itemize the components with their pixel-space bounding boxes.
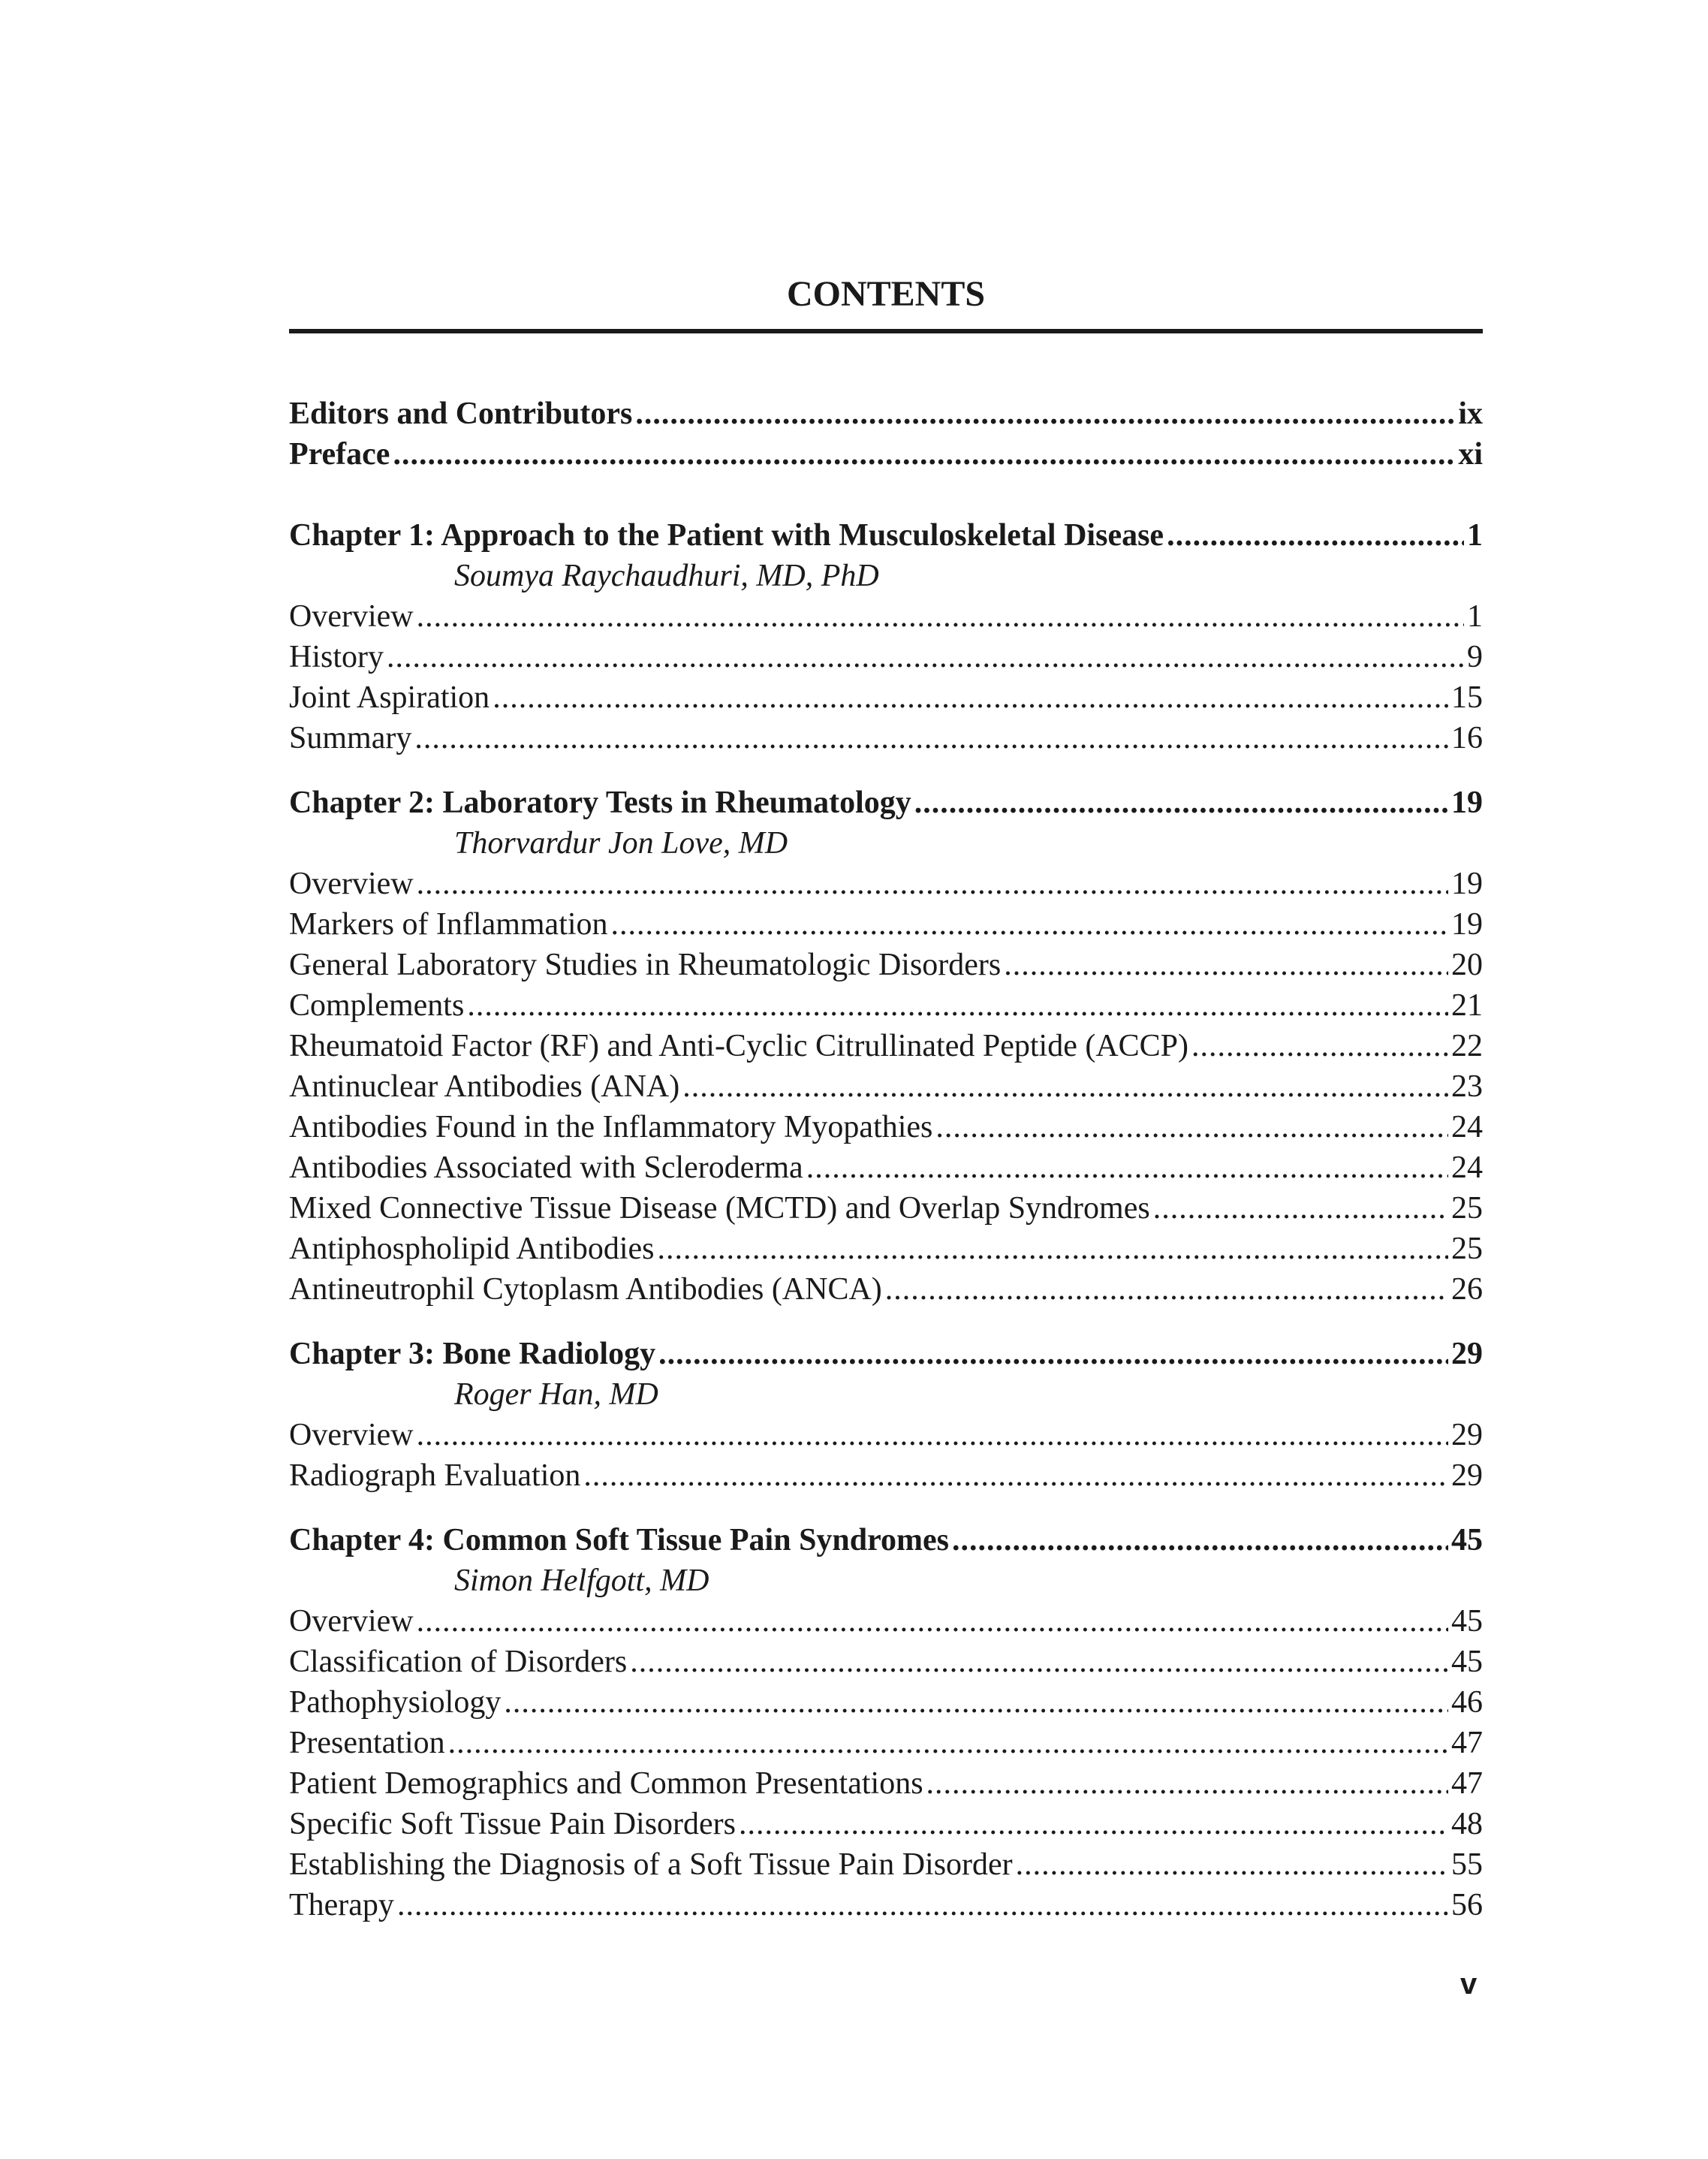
toc-entry-page: 45 xyxy=(1451,1604,1483,1639)
dot-leader xyxy=(885,1269,1448,1310)
toc-entry-page: 15 xyxy=(1451,680,1483,715)
toc-entry-label: Pathophysiology xyxy=(289,1685,502,1720)
dot-leader xyxy=(467,985,1448,1026)
toc-entry[interactable] xyxy=(289,1763,1483,1804)
dot-leader xyxy=(914,782,1448,823)
spacer xyxy=(289,1496,1483,1520)
toc-entry-label: Rheumatoid Factor (RF) and Anti-Cyclic Citrullinated Peptide (ACCP) xyxy=(289,1029,1189,1063)
toc-chapter-4[interactable] xyxy=(289,1520,1483,1560)
chapter-author: Simon Helfgott, MD xyxy=(454,1563,709,1598)
toc-entry-page: 16 xyxy=(1451,721,1483,755)
toc-entry-page: 48 xyxy=(1451,1807,1483,1841)
toc-entry[interactable] xyxy=(289,1642,1483,1682)
toc-entry-label: Specific Soft Tissue Pain Disorders xyxy=(289,1807,737,1841)
toc-entry-page: 24 xyxy=(1451,1150,1483,1185)
toc-chapter-label: Chapter 3: Bone Radiology xyxy=(289,1337,656,1371)
toc-entry-label: Antibodies Associated with Scleroderma xyxy=(289,1150,803,1185)
dot-leader xyxy=(658,1229,1448,1269)
toc-entry-label: Presentation xyxy=(289,1726,445,1760)
chapter-author: Thorvardur Jon Love, MD xyxy=(454,826,788,861)
page-title: CONTENTS xyxy=(786,274,986,314)
page-number: v xyxy=(1460,1968,1478,2001)
toc-entry-label: Patient Demographics and Common Presentations xyxy=(289,1766,923,1801)
toc-chapter-page: 1 xyxy=(1467,518,1483,553)
toc-entry[interactable] xyxy=(289,637,1483,677)
toc-entry-label: Preface xyxy=(289,437,390,472)
toc-entry-label: Complements xyxy=(289,988,465,1023)
toc-entry[interactable] xyxy=(289,1066,1483,1107)
toc-entry-editors[interactable] xyxy=(289,394,1483,434)
toc-entry-label: Overview xyxy=(289,599,414,634)
dot-leader xyxy=(387,637,1464,677)
toc-entry[interactable] xyxy=(289,1844,1483,1885)
dot-leader xyxy=(1153,1188,1448,1229)
dot-leader xyxy=(952,1520,1448,1560)
toc-entry-page: 19 xyxy=(1451,867,1483,901)
toc-entry[interactable] xyxy=(289,596,1483,637)
toc-entry-page: 56 xyxy=(1451,1888,1483,1922)
toc-entry-label: Markers of Inflammation xyxy=(289,907,608,942)
toc-entry-page: 1 xyxy=(1467,599,1483,634)
toc-entry-label: Therapy xyxy=(289,1888,394,1922)
dot-leader xyxy=(635,394,1455,434)
toc-entry[interactable] xyxy=(289,718,1483,758)
contents-page xyxy=(289,270,1483,1925)
toc-entry[interactable] xyxy=(289,1601,1483,1642)
toc-entry-page: ix xyxy=(1458,397,1483,431)
toc-entry-page: 47 xyxy=(1451,1766,1483,1801)
toc-entry-label: Antibodies Found in the Inflammatory Myopathies xyxy=(289,1110,933,1144)
toc-chapter-page: 29 xyxy=(1451,1337,1483,1371)
toc-entry-page: 47 xyxy=(1451,1726,1483,1760)
dot-leader xyxy=(417,864,1448,904)
title-rule xyxy=(289,329,1483,333)
toc-entry[interactable] xyxy=(289,1107,1483,1147)
toc-entry-label: Mixed Connective Tissue Disease (MCTD) and Overlap Syndromes xyxy=(289,1191,1150,1226)
toc-entry-page: 22 xyxy=(1451,1029,1483,1063)
toc-entry[interactable] xyxy=(289,677,1483,718)
table-of-contents xyxy=(289,394,1483,1925)
toc-entry[interactable] xyxy=(289,945,1483,985)
chapter-author: Soumya Raychaudhuri, MD, PhD xyxy=(454,559,879,593)
dot-leader xyxy=(806,1147,1448,1188)
toc-chapter-3[interactable] xyxy=(289,1334,1483,1374)
toc-entry-page: 55 xyxy=(1451,1847,1483,1882)
dot-leader xyxy=(583,1455,1448,1496)
dot-leader xyxy=(504,1682,1448,1723)
toc-entry[interactable] xyxy=(289,1229,1483,1269)
spacer xyxy=(289,475,1483,515)
toc-entry-label: Overview xyxy=(289,867,414,901)
toc-entry[interactable] xyxy=(289,1455,1483,1496)
toc-entry-page: 29 xyxy=(1451,1458,1483,1493)
dot-leader xyxy=(682,1066,1448,1107)
toc-entry-page: 46 xyxy=(1451,1685,1483,1720)
toc-chapter-page: 19 xyxy=(1451,786,1483,820)
chapter-author: Roger Han, MD xyxy=(454,1377,658,1412)
toc-entry-page: 25 xyxy=(1451,1232,1483,1266)
toc-chapter-label: Chapter 2: Laboratory Tests in Rheumatology xyxy=(289,786,911,820)
toc-entry-preface[interactable] xyxy=(289,434,1483,475)
toc-entry-page: 19 xyxy=(1451,907,1483,942)
dot-leader xyxy=(1004,945,1448,985)
toc-entry-page: 9 xyxy=(1467,640,1483,674)
dot-leader xyxy=(739,1804,1448,1844)
spacer xyxy=(289,1310,1483,1334)
toc-entry-page: 29 xyxy=(1451,1418,1483,1452)
toc-entry[interactable] xyxy=(289,1188,1483,1229)
dot-leader xyxy=(935,1107,1448,1147)
dot-leader xyxy=(658,1334,1448,1374)
toc-entry-label: Antineutrophil Cytoplasm Antibodies (ANCA) xyxy=(289,1272,882,1307)
toc-entry-page: 21 xyxy=(1451,988,1483,1023)
toc-entry-label: Establishing the Diagnosis of a Soft Tissue Pain Disorder xyxy=(289,1847,1013,1882)
toc-entry[interactable] xyxy=(289,904,1483,945)
toc-entry[interactable] xyxy=(289,985,1483,1026)
dot-leader xyxy=(493,677,1448,718)
toc-entry[interactable] xyxy=(289,1415,1483,1455)
dot-leader xyxy=(417,1601,1448,1642)
dot-leader xyxy=(1191,1026,1448,1066)
toc-entry[interactable] xyxy=(289,1147,1483,1188)
dot-leader xyxy=(397,1885,1448,1925)
toc-entry-label: Joint Aspiration xyxy=(289,680,490,715)
toc-entry-label: General Laboratory Studies in Rheumatologic Disorders xyxy=(289,948,1002,982)
toc-entry[interactable] xyxy=(289,1682,1483,1723)
toc-chapter-label: Chapter 4: Common Soft Tissue Pain Syndromes xyxy=(289,1523,950,1557)
toc-entry-page: 45 xyxy=(1451,1645,1483,1679)
dot-leader xyxy=(393,434,1455,475)
toc-entry-label: History xyxy=(289,640,384,674)
dot-leader xyxy=(630,1642,1448,1682)
toc-entry-page: xi xyxy=(1458,437,1483,472)
toc-entry-page: 26 xyxy=(1451,1272,1483,1307)
dot-leader xyxy=(611,904,1448,945)
toc-entry-label: Editors and Contributors xyxy=(289,397,633,431)
toc-entry-label: Antinuclear Antibodies (ANA) xyxy=(289,1069,680,1104)
toc-entry[interactable] xyxy=(289,1885,1483,1925)
dot-leader xyxy=(1016,1844,1448,1885)
toc-entry[interactable] xyxy=(289,1804,1483,1844)
dot-leader xyxy=(1167,515,1464,556)
toc-entry[interactable] xyxy=(289,1723,1483,1763)
toc-entry[interactable] xyxy=(289,864,1483,904)
dot-leader xyxy=(417,1415,1448,1455)
toc-chapter-page: 45 xyxy=(1451,1523,1483,1557)
dot-leader xyxy=(926,1763,1448,1804)
toc-entry-page: 23 xyxy=(1451,1069,1483,1104)
toc-chapter-label: Chapter 1: Approach to the Patient with Musculoskeletal Disease xyxy=(289,518,1164,553)
toc-entry-label: Classification of Disorders xyxy=(289,1645,628,1679)
dot-leader xyxy=(414,718,1448,758)
toc-entry-page: 25 xyxy=(1451,1191,1483,1226)
toc-entry-label: Antiphospholipid Antibodies xyxy=(289,1232,655,1266)
toc-entry-label: Summary xyxy=(289,721,412,755)
dot-leader xyxy=(448,1723,1448,1763)
toc-entry-label: Radiograph Evaluation xyxy=(289,1458,581,1493)
toc-entry-label: Overview xyxy=(289,1418,414,1452)
toc-entry-page: 24 xyxy=(1451,1110,1483,1144)
toc-entry-label: Overview xyxy=(289,1604,414,1639)
spacer xyxy=(289,758,1483,782)
toc-entry[interactable] xyxy=(289,1026,1483,1066)
toc-chapter-2[interactable] xyxy=(289,782,1483,823)
toc-entry-page: 20 xyxy=(1451,948,1483,982)
toc-entry[interactable] xyxy=(289,1269,1483,1310)
toc-chapter-1[interactable] xyxy=(289,515,1483,556)
dot-leader xyxy=(417,596,1464,637)
